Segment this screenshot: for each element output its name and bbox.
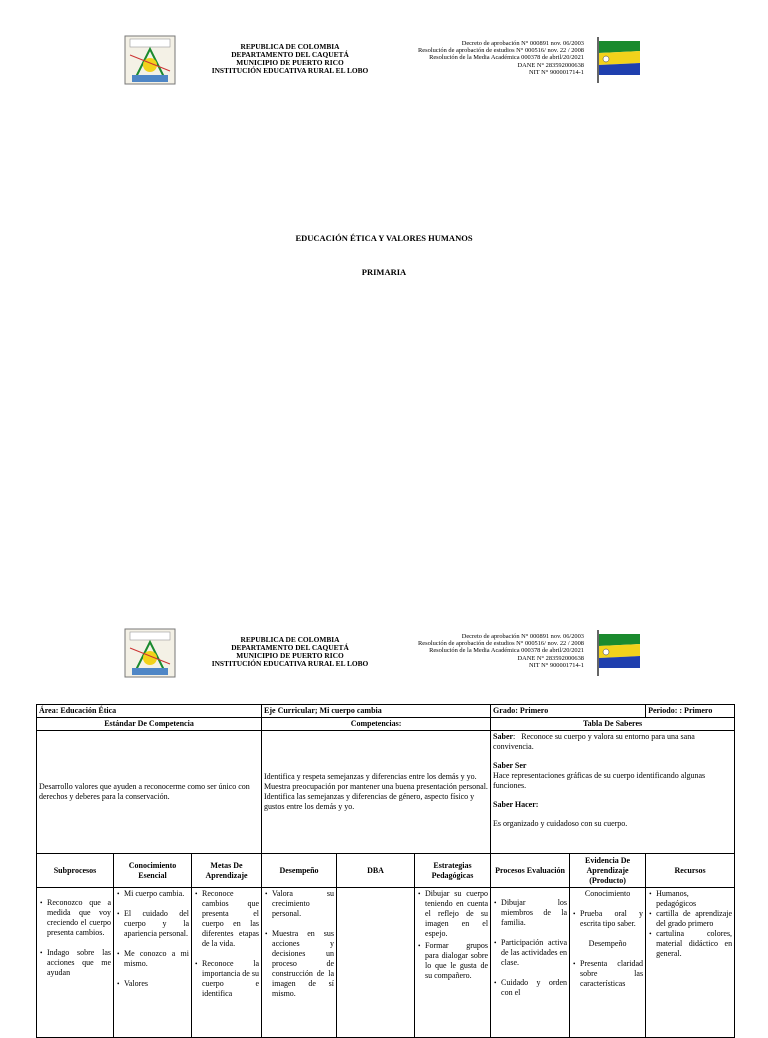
estrategias-cell — [415, 888, 491, 1038]
conocimiento-cell — [114, 888, 192, 1038]
department-text: DEPARTAMENTO DEL CAQUETÁ — [231, 643, 349, 652]
saberes-title: Tabla De Saberes — [491, 718, 735, 731]
saber-hacer-text: Es organizado y cuidadoso con su cuerpo. — [493, 819, 628, 828]
page-header-top — [0, 35, 768, 95]
meta-row — [37, 705, 735, 718]
procesos-cell — [491, 888, 570, 1038]
country-text: REPUBLICA DE COLOMBIA — [240, 635, 340, 644]
list-item: • Muestra en sus acciones y decisiones un proceso de construcción de la imagen de sí mismo. — [272, 929, 334, 999]
list-item: • Indago sobre las acciones que me ayudan — [47, 948, 111, 978]
saber-text: Reconoce su cuerpo y valora su entorno para una sana convivencia. — [493, 732, 695, 751]
school-logo-icon — [124, 628, 176, 678]
column-header: DBA — [337, 854, 415, 888]
estandar-title: Estándar De Competencia — [37, 718, 262, 731]
metas-cell — [192, 888, 262, 1038]
list-item: • Reconoce cambios que presenta el cuerpo en las diferentes etapas de la vida. — [202, 889, 259, 949]
page-header-second — [0, 628, 768, 688]
recursos-cell — [646, 888, 735, 1038]
list-item: • Mi cuerpo cambia. — [124, 889, 189, 899]
column-header: Estrategias Pedagógicas — [415, 854, 491, 888]
cover-subtitle: PRIMARIA — [361, 267, 407, 277]
area-cell: Área: Educación Ética — [37, 705, 262, 718]
column-header: Recursos — [646, 854, 735, 888]
evidencia-heading: Conocimiento — [584, 889, 631, 898]
list-item: • cartulina colores, material didáctico en general. — [656, 929, 732, 959]
list-item: • Valores — [124, 979, 189, 989]
list-item: • Valora su crecimiento personal. — [272, 889, 334, 919]
nit-text: NIT N° 900001714-1 — [529, 68, 584, 76]
section-body-row — [37, 731, 735, 854]
column-header: Metas De Aprendizaje — [192, 854, 262, 888]
competencias-text: Identifica y respeta semejanzas y diferencias entre los demás y yo. Muestra preocupación por mantener una buena presentación personal. Identifica las semejanzas y diferencias de género, aspecto físico y gustos entre los demás y yo. — [262, 731, 491, 854]
department-text: DEPARTAMENTO DEL CAQUETÁ — [231, 50, 349, 59]
nit-text: NIT N° 900001714-1 — [529, 661, 584, 669]
list-item: • cartilla de aprendizaje del grado primero — [656, 909, 732, 929]
country-text: REPUBLICA DE COLOMBIA — [240, 42, 340, 51]
municipality-text: MUNICIPIO DE PUERTO RICO — [236, 58, 344, 67]
institution-text: INSTITUCIÓN EDUCATIVA RURAL EL LOBO — [211, 66, 369, 75]
institution-text: INSTITUCIÓN EDUCATIVA RURAL EL LOBO — [211, 659, 369, 668]
legal-block — [334, 633, 584, 669]
dba-cell — [337, 888, 415, 1038]
column-header: Conocimiento Esencial — [114, 854, 192, 888]
list-item: • Dibujar los miembros de la familia. — [501, 898, 567, 928]
estandar-text: Desarrollo valores que ayuden a reconocerme como ser único con derechos y deberes para la conservación. — [37, 731, 262, 854]
content-row — [37, 888, 735, 1038]
flag-icon — [592, 35, 642, 85]
list-item: • El cuidado del cuerpo y la apariencia personal. — [124, 909, 189, 939]
column-header: Subprocesos — [37, 854, 114, 888]
cover-title: EDUCACIÓN ÉTICA Y VALORES HUMANOS — [295, 233, 473, 243]
saber-ser-text: Hace representaciones gráficas de su cuerpo identificando algunas funciones. — [493, 771, 706, 790]
resolution-studies-text: Resolución de aprobación de estudios N° 000516/ nov. 22 / 2008 — [418, 47, 584, 55]
column-header: Evidencia De Aprendizaje (Producto) — [570, 854, 646, 888]
desempeno-cell — [262, 888, 337, 1038]
list-item: • Dibujar su cuerpo teniendo en cuenta el reflejo de su imagen en el espejo. — [425, 889, 488, 939]
evidencia-heading: Desempeño — [588, 939, 627, 948]
decree-text: Decreto de aprobación N° 000891 nov. 06/2003 — [461, 40, 584, 47]
resolution-media-text: Resolución de la Media Académica 000378 de abril/20/2021 — [429, 647, 584, 655]
saber-label: Saber — [493, 732, 514, 741]
list-item: • Cuidado y orden con el — [501, 978, 567, 998]
municipality-text: MUNICIPIO DE PUERTO RICO — [236, 651, 344, 660]
subprocesos-cell — [37, 888, 114, 1038]
dane-text: DANE N° 283592000638 — [517, 61, 584, 69]
recursos-line: Humanos, — [656, 889, 689, 898]
column-header: Procesos Evaluación — [491, 854, 570, 888]
list-item: • Reconozco que a medida que voy creciendo el cuerpo presenta cambios. — [47, 898, 111, 938]
list-item: • Me conozco a mi mismo. — [124, 949, 189, 969]
list-item: • Participación activa de las actividades en clase. — [501, 938, 567, 968]
list-item: • Reconoce la importancia de su cuerpo e identifica — [202, 959, 259, 999]
list-item: • Presenta claridad sobre las características — [580, 959, 643, 989]
recursos-line: pedagógicos — [656, 899, 697, 908]
curriculum-table — [36, 704, 735, 1038]
legal-block — [334, 40, 584, 76]
competencias-title: Competencias: — [262, 718, 491, 731]
decree-text: Decreto de aprobación N° 000891 nov. 06/2003 — [461, 633, 584, 640]
eje-cell: Eje Curricular; Mi cuerpo cambia — [262, 705, 491, 718]
evidencia-cell — [570, 888, 646, 1038]
column-header: Desempeño — [262, 854, 337, 888]
resolution-studies-text: Resolución de aprobación de estudios N° 000516/ nov. 22 / 2008 — [418, 640, 584, 648]
columns-header-row — [37, 854, 735, 888]
list-item: • Formar grupos para dialogar sobre lo que le gusta de su compañero. — [425, 941, 488, 981]
saber-ser-label: Saber Ser — [493, 761, 527, 770]
flag-icon — [592, 628, 642, 678]
periodo-cell: Periodo: : Primero — [646, 705, 735, 718]
saberes-cell: Saber: Reconoce su cuerpo y valora su entorno para una sana convivencia. Saber Ser Hace representaciones gráficas de su cuerpo identificando algunas funciones. Saber Hacer: Es organizado y cuidadoso con su cuerpo. — [491, 731, 735, 854]
school-logo-icon — [124, 35, 176, 85]
resolution-media-text: Resolución de la Media Académica 000378 de abril/20/2021 — [429, 54, 584, 62]
grado-cell: Grado: Primero — [491, 705, 646, 718]
saber-hacer-label: Saber Hacer: — [493, 800, 539, 809]
dane-text: DANE N° 283592000638 — [517, 654, 584, 662]
list-item — [656, 889, 732, 909]
section-title-row — [37, 718, 735, 731]
list-item: • Prueba oral y escrita tipo saber. — [580, 909, 643, 929]
